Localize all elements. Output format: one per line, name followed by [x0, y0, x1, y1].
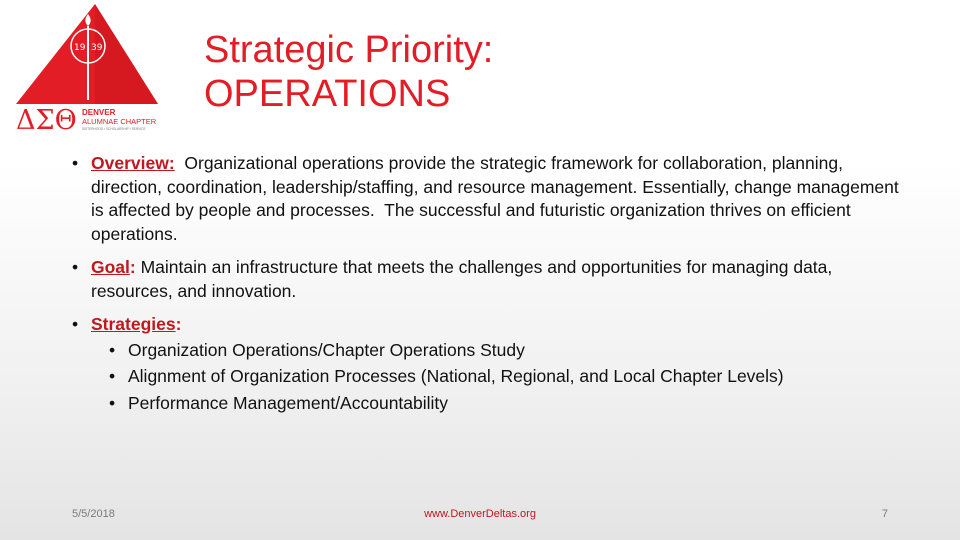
- bullet-marker: •: [72, 153, 79, 173]
- strategy-item: [109, 365, 902, 389]
- strategy-item-text: Organization Operations/Chapter Operations Study: [128, 339, 525, 360]
- strategies-colon: :: [175, 314, 182, 334]
- bullet-overview: [72, 152, 902, 246]
- strategy-item-text: Performance Management/Accountability: [128, 392, 449, 413]
- logo-chapter-line2: ALUMNAE CHAPTER: [82, 117, 157, 126]
- goal-text: Maintain an infrastructure that meets the challenges and opportunities for managing data, resources, and innovation.: [91, 257, 838, 301]
- bullet-marker: •: [109, 392, 116, 413]
- logo-chapter-line1: DENVER: [82, 108, 116, 117]
- strategy-item: [109, 339, 902, 363]
- title-line1: Strategic Priority:: [204, 29, 494, 71]
- bullet-marker: •: [72, 257, 79, 277]
- strategy-item: [109, 392, 902, 416]
- strategy-item-text: Alignment of Organization Processes (National, Regional, and Local Chapter Levels): [128, 366, 784, 386]
- bullet-goal: [72, 256, 902, 303]
- title-line2: OPERATIONS: [204, 73, 451, 115]
- chapter-logo: [0, 0, 180, 140]
- bullet-strategies: [72, 313, 902, 415]
- slide-title: [204, 28, 493, 116]
- footer-url-link[interactable]: www.DenverDeltas.org: [424, 508, 536, 520]
- overview-label: Overview:: [91, 153, 175, 173]
- strategies-list: [91, 339, 902, 416]
- logo-tagline: SISTERHOOD • SCHOLARSHIP • SERVICE: [82, 127, 146, 131]
- logo-year-left: 19: [74, 43, 86, 53]
- slide-body: [72, 152, 902, 425]
- footer-date: 5/5/2018: [72, 508, 115, 520]
- page-number: 7: [881, 508, 888, 520]
- logo-year-right: 39: [91, 43, 103, 53]
- goal-label: Goal: [91, 257, 130, 277]
- bullet-marker: •: [109, 339, 116, 360]
- logo-triangle-shade: [95, 4, 158, 104]
- goal-colon: :: [129, 257, 136, 277]
- strategies-label: Strategies: [91, 314, 176, 334]
- bullet-marker: •: [109, 366, 116, 386]
- logo-greek-letters: ΔΣΘ: [16, 105, 77, 136]
- bullet-marker: •: [72, 314, 79, 334]
- overview-text: Organizational operations provide the strategic framework for collaboration, planning, direction, coordination, leadership/staffing, and resource management. Essentially, change management is affected by people and processes. The successful and futuristic organization thrives on efficient operations.: [91, 153, 904, 244]
